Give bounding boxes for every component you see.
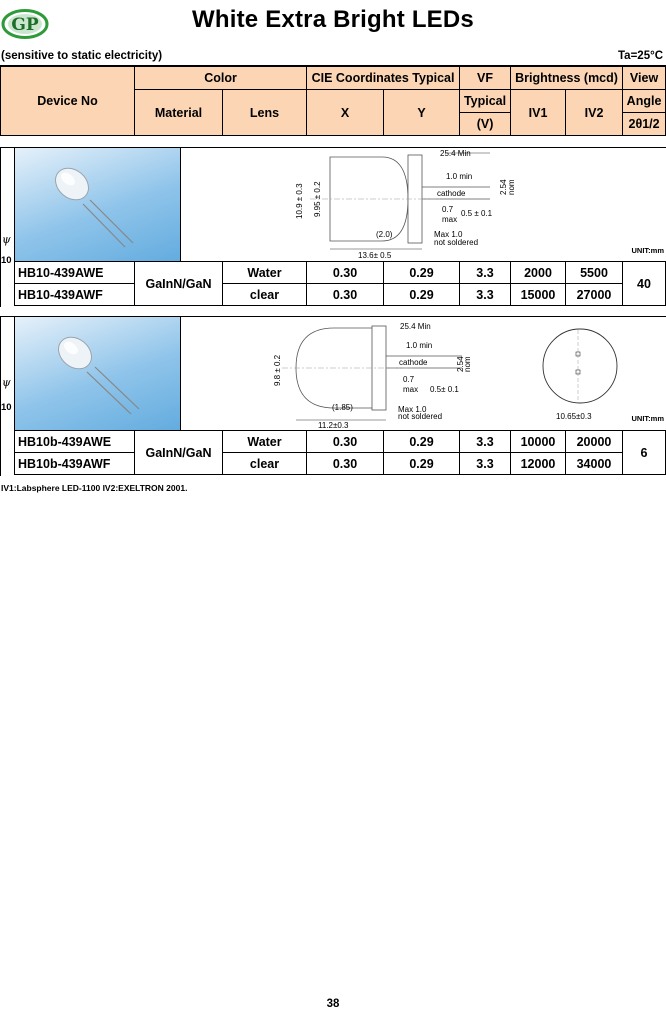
- dimension-drawing-hb10: [290, 149, 530, 261]
- iv2: 34000: [566, 453, 623, 475]
- table-row: [15, 262, 666, 284]
- lens: clear: [223, 453, 307, 475]
- section-hb10b: [0, 316, 666, 476]
- dim-254: 2.54: [499, 179, 508, 195]
- dim-05: 0.5± 0.1: [430, 385, 459, 394]
- temperature-note: Ta=25°C: [618, 50, 663, 62]
- spec-table-hb10b: [14, 430, 666, 475]
- col-angle-symbol: 2θ1/2: [623, 113, 666, 136]
- spec-table-hb10: [14, 261, 666, 306]
- cie-y: 0.29: [384, 284, 460, 306]
- dim-07: 0.7: [442, 205, 454, 214]
- dim-1min: 1.0 min: [406, 341, 433, 350]
- cie-y: 0.29: [384, 431, 460, 453]
- col-vf-typical: Typical: [460, 90, 511, 113]
- lens: Water: [223, 431, 307, 453]
- col-angle: Angle: [623, 90, 666, 113]
- col-y: Y: [384, 90, 460, 136]
- spec-table-header: [0, 66, 666, 136]
- device-no: HB10b-439AWF: [15, 453, 135, 475]
- dim-max-solder: Max 1.0: [434, 230, 463, 239]
- top-view-drawing: [534, 324, 626, 422]
- dim-05: 0.5 ± 0.1: [461, 209, 493, 218]
- dim-nom: nom: [507, 179, 516, 195]
- cie-x: 0.30: [307, 453, 384, 475]
- dim-max: max: [442, 215, 458, 224]
- page-title: White Extra Bright LEDs: [192, 6, 474, 33]
- iv2: 5500: [566, 262, 623, 284]
- dim-98: 9.8 ± 0.2: [273, 354, 282, 386]
- phi-symbol: ψ: [2, 376, 11, 389]
- device-no: HB10b-439AWE: [15, 431, 135, 453]
- dim-995: 9.95 ± 0.2: [313, 181, 322, 217]
- dim-185: (1.85): [332, 403, 353, 412]
- unit-label: UNIT:mm: [631, 414, 664, 423]
- material: GaInN/GaN: [135, 262, 223, 306]
- material: GaInN/GaN: [135, 431, 223, 475]
- dim-nom: nom: [463, 356, 472, 372]
- dim-254: 2.54: [456, 356, 465, 372]
- dim-lead: 25.4 Min: [400, 322, 431, 331]
- col-lens: Lens: [223, 90, 307, 136]
- cie-x: 0.30: [307, 284, 384, 306]
- iv2: 27000: [566, 284, 623, 306]
- page-number: 38: [326, 998, 340, 1010]
- logo-text: GP: [11, 15, 39, 35]
- phi-symbol: ψ: [2, 233, 11, 246]
- dim-cathode: cathode: [399, 358, 428, 367]
- size-label: 10: [1, 255, 12, 266]
- dim-max-solder: Max 1.0: [398, 405, 427, 414]
- size-label: 10: [1, 402, 12, 413]
- table-row: [15, 431, 666, 453]
- device-no: HB10-439AWE: [15, 262, 135, 284]
- dim-1min: 1.0 min: [446, 172, 473, 181]
- dim-112: 11.2±0.3: [318, 421, 349, 430]
- unit-label: UNIT:mm: [631, 246, 664, 255]
- table-row: [15, 453, 666, 475]
- col-view: View: [623, 67, 666, 90]
- iv1: 12000: [511, 453, 566, 475]
- cie-y: 0.29: [384, 262, 460, 284]
- cie-x: 0.30: [307, 431, 384, 453]
- view-angle: 40: [623, 262, 666, 306]
- view-angle: 6: [623, 431, 666, 475]
- vf: 3.3: [460, 262, 511, 284]
- static-note: (sensitive to static electricity): [1, 50, 163, 62]
- lens: Water: [223, 262, 307, 284]
- dim-20: (2.0): [376, 230, 393, 239]
- col-vf-unit: (V): [460, 113, 511, 136]
- cie-y: 0.29: [384, 453, 460, 475]
- dim-109: 10.9 ± 0.3: [295, 183, 304, 219]
- led-image: [15, 148, 180, 261]
- dim-cathode: cathode: [437, 189, 466, 198]
- dim-lead: 25.4 Min: [440, 149, 471, 158]
- dim-1065: 10.65±0.3: [556, 412, 592, 421]
- dim-136: 13.6± 0.5: [358, 251, 392, 260]
- vf: 3.3: [460, 284, 511, 306]
- vf: 3.3: [460, 431, 511, 453]
- led-photo: [14, 316, 181, 431]
- col-color: Color: [135, 67, 307, 90]
- lens: clear: [223, 284, 307, 306]
- table-row: [15, 284, 666, 306]
- col-iv2: IV2: [566, 90, 623, 136]
- dim-not-soldered: not soldered: [434, 238, 479, 247]
- col-x: X: [307, 90, 384, 136]
- iv1: 2000: [511, 262, 566, 284]
- led-image: [15, 317, 180, 430]
- dim-max: max: [403, 385, 419, 394]
- col-material: Material: [135, 90, 223, 136]
- cie-x: 0.30: [307, 262, 384, 284]
- dimension-drawing-hb10b: [262, 318, 482, 430]
- measurement-footnote: IV1:Labsphere LED-1100 IV2:EXELTRON 2001.: [1, 483, 188, 493]
- col-device-no: Device No: [1, 67, 135, 136]
- led-photo: [14, 147, 181, 262]
- iv1: 15000: [511, 284, 566, 306]
- device-no: HB10-439AWF: [15, 284, 135, 306]
- iv2: 20000: [566, 431, 623, 453]
- dim-07: 0.7: [403, 375, 415, 384]
- col-iv1: IV1: [511, 90, 566, 136]
- section-hb10: [0, 147, 666, 307]
- dim-not-soldered: not soldered: [398, 412, 443, 421]
- col-vf: VF: [460, 67, 511, 90]
- col-brightness: Brightness (mcd): [511, 67, 623, 90]
- iv1: 10000: [511, 431, 566, 453]
- col-cie: CIE Coordinates Typical: [307, 67, 460, 90]
- vf: 3.3: [460, 453, 511, 475]
